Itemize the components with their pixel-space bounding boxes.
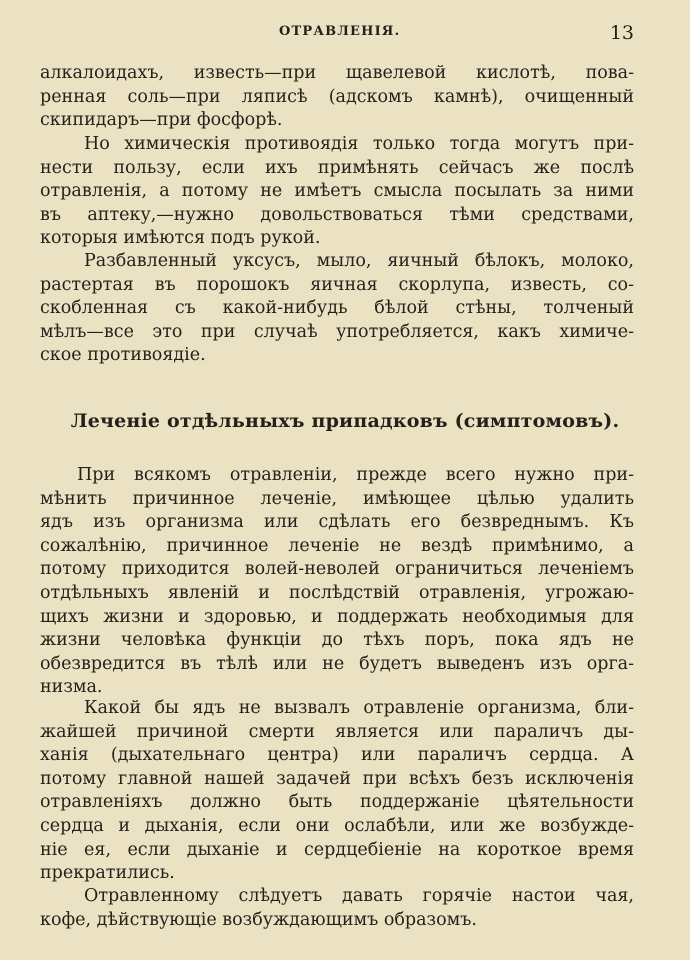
- paragraph-continuation: [40, 62, 634, 133]
- text-line: Но химическія противоядія только тогда могутъ при-: [84, 134, 634, 154]
- paragraph-causal-treatment: [40, 464, 634, 700]
- text-line: отравленіяхъ должно быть поддержаніе цѣятельности: [40, 792, 634, 813]
- text-line: кофе, дѣйствующіе возбуждающимъ образомъ.: [40, 909, 477, 930]
- text-line: скобленная съ какой-нибудь бѣлой стѣны, толченый: [40, 298, 634, 319]
- text-line: въ аптеку,—нужно довольствоваться тѣми средствами,: [40, 204, 634, 225]
- text-line: ніе ея, если дыханіе и сердцебіеніе на короткое время: [40, 839, 634, 860]
- running-title: ОТРАВЛЕНІЯ.: [279, 24, 401, 39]
- text-line: жайшей причиной смерти является или параличъ ды-: [40, 721, 634, 742]
- paragraph-chemical-antidotes: [40, 133, 634, 251]
- text-line: прекратились.: [40, 863, 175, 884]
- text-line: Отравленному слѣдуетъ давать горячіе настои чая,: [84, 886, 634, 906]
- section-heading: Леченіе отдѣльныхъ припадковъ (симптомовъ).: [70, 410, 620, 432]
- text-line: Разбавленный уксусъ, мыло, яичный бѣлокъ, молоко,: [84, 251, 634, 271]
- text-line: сожалѣнію, причинное леченіе не вездѣ примѣнимо, а: [40, 535, 634, 556]
- text-line: отдѣльныхъ явленій и послѣдствій отравленія, угрожаю-: [40, 582, 634, 603]
- text-line: которыя имѣются подъ рукой.: [40, 228, 321, 249]
- paragraph-household-antidotes: [40, 250, 634, 368]
- text-line: Какой бы ядъ не вызвалъ отравленіе организма, бли-: [84, 698, 634, 718]
- text-line: отравленія, а потому не имѣетъ смысла посылать за ними: [40, 181, 634, 202]
- text-line: мѣлъ—все это при случаѣ употребляется, какъ химиче-: [40, 321, 634, 342]
- text-line: ское противоядіе.: [40, 345, 206, 366]
- text-line: ядъ изъ организма или сдѣлать его безвреднымъ. Къ: [40, 512, 634, 533]
- text-line: обезвредится въ тѣлѣ или не будетъ выведенъ изъ орга-: [40, 653, 634, 674]
- text-line: ханія (дыхательнаго центра) или параличъ сердца. А: [40, 745, 634, 766]
- text-line: скипидаръ—при фосфорѣ.: [40, 110, 283, 131]
- text-line: потому главной нашей задачей при всѣхъ безъ исключенія: [40, 768, 634, 789]
- text-line: мѣнить причинное леченіе, имѣющее цѣлью удалить: [40, 488, 634, 509]
- text-line: низма.: [40, 677, 103, 698]
- text-line: ренная соль—при ляписѣ (адскомъ камнѣ), очищенный: [40, 86, 634, 107]
- text-line: щихъ жизни и здоровью, и поддержать необходимыя для: [40, 606, 634, 627]
- paragraph-hot-drinks: [40, 885, 634, 932]
- running-head: [0, 22, 690, 44]
- text-line: растертая въ порошокъ яичная скорлупа, известь, со-: [40, 274, 634, 295]
- text-line: нести пользу, если ихъ примѣнять сейчасъ же послѣ: [40, 157, 634, 178]
- text-line: сердца и дыханія, если они ослабѣли, или же возбужде-: [40, 815, 634, 836]
- page-number: 13: [609, 22, 634, 44]
- text-line: алкалоидахъ, известь—при щавелевой кислотѣ, пова-: [40, 63, 634, 83]
- text-line: потому приходится волей-неволей ограничиться леченіемъ: [40, 559, 634, 580]
- text-line: жизни человѣка функціи до тѣхъ поръ, пока ядъ не: [40, 630, 634, 651]
- paragraph-death-causes: [40, 697, 634, 886]
- text-line: При всякомъ отравленіи, прежде всего нужно при-: [77, 465, 634, 485]
